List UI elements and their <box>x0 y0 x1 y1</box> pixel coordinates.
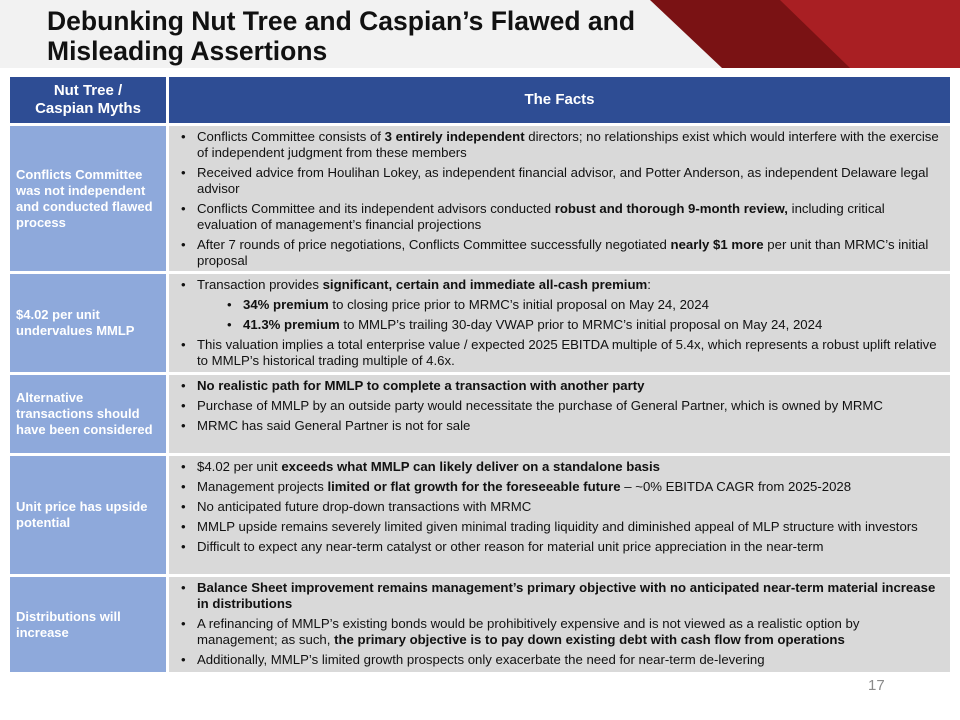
myth-cell: Conflicts Committee was not independent and conducted flawed process <box>10 126 166 271</box>
fact-bullet: • Additionally, MMLP’s limited growth prospects only exacerbate the need for near-term de-levering <box>177 652 942 668</box>
fact-bullet: • Conflicts Committee consists of 3 entirely independent directors; no relationships exist which would interfere with the exercise of independent judgment from these members <box>177 129 942 161</box>
facts-cell <box>169 375 950 453</box>
table-row <box>10 274 950 372</box>
table-row <box>10 577 950 672</box>
facts-list <box>177 129 942 269</box>
fact-sub-bullet: • 34% premium to closing price prior to MRMC’s initial proposal on May 24, 2024 <box>177 297 942 313</box>
slide-title-line-2: Misleading Assertions <box>47 36 328 66</box>
fact-bullet: • Management projects limited or flat growth for the foreseeable future – ~0% EBITDA CAGR from 2025-2028 <box>177 479 942 495</box>
slide-title-line-1: Debunking Nut Tree and Caspian’s Flawed and <box>47 6 636 36</box>
fact-bullet: • Transaction provides significant, certain and immediate all-cash premium: <box>177 277 942 293</box>
fact-bullet: • A refinancing of MMLP’s existing bonds would be prohibitively expensive and is not viewed as a realistic option by management; as such, the primary objective is to pay down existing debt with cash flow from operations <box>177 616 942 648</box>
myths-header-line-2: Caspian Myths <box>35 100 141 117</box>
page-number: 17 <box>868 677 885 694</box>
fact-bullet: • No realistic path for MMLP to complete a transaction with another party <box>177 378 942 394</box>
facts-list <box>177 580 942 668</box>
slide-title <box>47 6 635 66</box>
myth-cell: Unit price has upside potential <box>10 456 166 574</box>
fact-bullet: • Conflicts Committee and its independent advisors conducted robust and thorough 9-month review, including critical evaluation of management’s financial projections <box>177 201 942 233</box>
fact-bullet: • Difficult to expect any near-term catalyst or other reason for material unit price appreciation in the near-term <box>177 539 942 555</box>
fact-bullet: • No anticipated future drop-down transactions with MRMC <box>177 499 942 515</box>
facts-cell <box>169 274 950 372</box>
myths-header-line-1: Nut Tree / <box>53 82 123 99</box>
fact-bullet: • Balance Sheet improvement remains management’s primary objective with no anticipated near-term material increase in distributions <box>177 580 942 612</box>
facts-column-header: The Facts <box>169 77 950 123</box>
facts-list <box>177 459 942 555</box>
myths-column-header <box>10 77 166 123</box>
fact-bullet: • MRMC has said General Partner is not for sale <box>177 418 942 434</box>
myth-cell: Distributions will increase <box>10 577 166 672</box>
facts-list <box>177 378 942 434</box>
fact-sub-bullet: • 41.3% premium to MMLP’s trailing 30-day VWAP prior to MRMC’s initial proposal on May 24, 2024 <box>177 317 942 333</box>
fact-bullet: • MMLP upside remains severely limited given minimal trading liquidity and diminished appeal of MLP structure with investors <box>177 519 942 535</box>
facts-cell <box>169 577 950 672</box>
fact-bullet: • After 7 rounds of price negotiations, Conflicts Committee successfully negotiated nearly $1 more per unit than MRMC’s initial proposal <box>177 237 942 269</box>
table-row <box>10 126 950 271</box>
decorative-banner <box>650 0 960 68</box>
facts-list <box>177 277 942 369</box>
fact-bullet: • $4.02 per unit exceeds what MMLP can likely deliver on a standalone basis <box>177 459 942 475</box>
table-row <box>10 456 950 574</box>
myths-facts-table <box>7 74 953 675</box>
facts-cell <box>169 456 950 574</box>
table-row <box>10 375 950 453</box>
fact-bullet: • This valuation implies a total enterprise value / expected 2025 EBITDA multiple of 5.4x, which represents a robust uplift relative to MMLP’s historical trading multiple of 4.6x. <box>177 337 942 369</box>
myth-cell: Alternative transactions should have been considered <box>10 375 166 453</box>
fact-bullet: • Received advice from Houlihan Lokey, as independent financial advisor, and Potter Anderson, as independent Delaware legal advisor <box>177 165 942 197</box>
facts-cell <box>169 126 950 271</box>
myth-cell: $4.02 per unit undervalues MMLP <box>10 274 166 372</box>
fact-bullet: • Purchase of MMLP by an outside party would necessitate the purchase of General Partner, which is owned by MRMC <box>177 398 942 414</box>
